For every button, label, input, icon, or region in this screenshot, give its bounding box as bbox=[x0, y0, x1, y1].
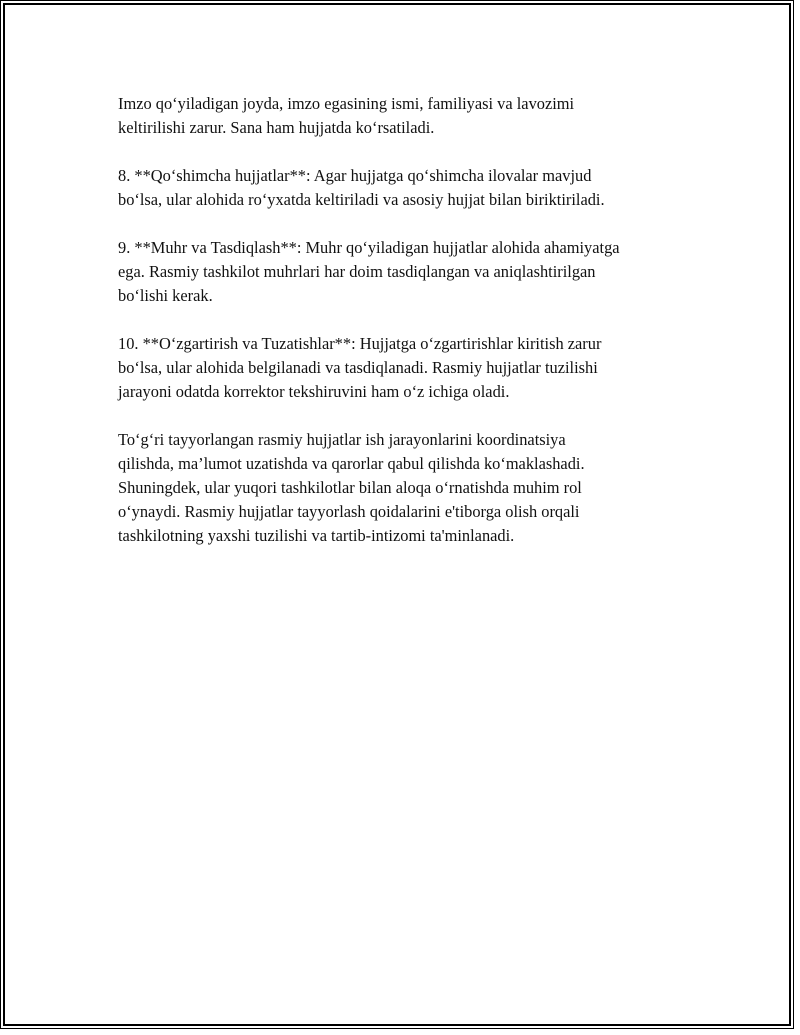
document-body bbox=[118, 92, 698, 572]
paragraph-seal-approval: 9. **Muhr va Tasdiqlash**: Muhr qo‘yiladigan hujjatlar alohida ahamiyatga ega. Rasmiy tashkilot muhrlari har doim tasdiqlangan va aniqlashtirilgan bo‘lishi kerak. bbox=[118, 238, 620, 305]
paragraph-signature: Imzo qo‘yiladigan joyda, imzo egasining ismi, familiyasi va lavozimi keltirilishi zarur. Sana ham hujjatda ko‘rsatiladi. bbox=[118, 94, 575, 137]
paragraph-conclusion: To‘g‘ri tayyorlangan rasmiy hujjatlar ish jarayonlarini koordinatsiya qilishda, ma’lumot uzatishda va qarorlar qabul qilishda ko‘maklashadi. Shuningdek, ular yuqori tashkilotlar bilan aloqa o‘rnatishda muhim rol o‘ynaydi. Rasmiy hujjatlar tayyorlash qoidalarini e'tiborga olish orqali tashkilotning yaxshi tuzilishi va tartib-intizomi ta'minlanadi. bbox=[118, 430, 585, 545]
paragraph-additional-documents: 8. **Qo‘shimcha hujjatlar**: Agar hujjatga qo‘shimcha ilovalar mavjud bo‘lsa, ular alohida ro‘yxatda keltiriladi va asosiy hujjat bilan biriktiriladi. bbox=[118, 166, 605, 209]
paragraph-changes-corrections: 10. **O‘zgartirish va Tuzatishlar**: Hujjatga o‘zgartirishlar kiritish zarur bo‘lsa, ular alohida belgilanadi va tasdiqlanadi. Rasmiy hujjatlar tuzilishi jarayoni odatda korrektor tekshiruvini ham o‘z ichiga oladi. bbox=[118, 334, 602, 401]
